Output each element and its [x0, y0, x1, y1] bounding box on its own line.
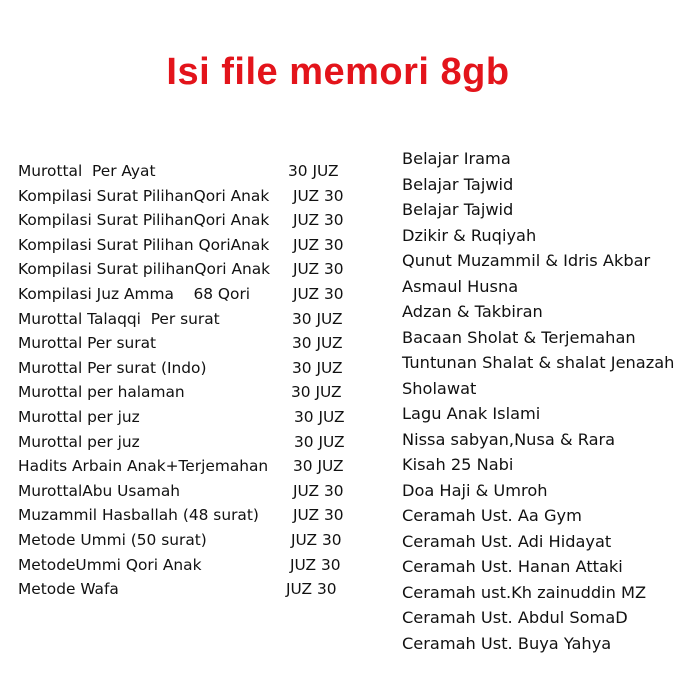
list-item [18, 405, 378, 430]
list-item: Belajar Tajwid [402, 200, 514, 219]
list-item [18, 257, 378, 282]
item-title: Kompilasi Surat pilihanQori Anak [18, 260, 271, 279]
list-item [18, 282, 378, 307]
content-list [402, 146, 676, 656]
item-size: 30 JUZ [292, 358, 343, 377]
item-size: JUZ 30 [286, 580, 337, 599]
list-item [18, 430, 378, 455]
list-item: Dzikir & Ruqiyah [402, 225, 537, 245]
item-title: Hadits Arbain Anak+Terjemahan [18, 457, 269, 476]
item-size: JUZ 30 [293, 284, 344, 303]
list-item: Belajar Tajwid [402, 174, 514, 194]
list-item: Lagu Anak Islami [402, 404, 541, 423]
item-size: JUZ 30 [293, 186, 344, 205]
item-size: 30 JUZ [292, 334, 343, 353]
item-size: JUZ 30 [293, 235, 344, 254]
list-item [18, 331, 378, 356]
list-item: Qunut Muzammil & Idris Akbar [402, 251, 651, 270]
item-title: Muzammil Hasballah (48 surat) [18, 506, 259, 525]
item-size: JUZ 30 [293, 506, 344, 525]
item-size: JUZ 30 [291, 530, 342, 549]
item-title: MurottalAbu Usamah [18, 481, 181, 500]
list-item [18, 307, 378, 332]
list-item: Doa Haji & Umroh [402, 480, 548, 500]
item-size: JUZ 30 [293, 211, 344, 230]
item-size: 30 JUZ [288, 162, 339, 180]
list-item: Asmaul Husna [402, 276, 519, 296]
item-size: JUZ 30 [293, 260, 344, 279]
list-item [18, 184, 378, 209]
item-title: Kompilasi Surat PilihanQori Anak [18, 211, 270, 230]
item-title: Metode Wafa [18, 580, 119, 599]
item-size: 30 JUZ [292, 309, 343, 328]
item-title: MetodeUmmi Qori Anak [18, 555, 202, 574]
item-title: Murottal Per surat [18, 334, 157, 353]
list-item [18, 233, 378, 258]
list-item: Ceramah ust.Kh zainuddin MZ [402, 582, 647, 602]
item-size: 30 JUZ [293, 457, 344, 476]
list-item [18, 503, 378, 528]
item-title: Murottal Talaqqi Per surat [18, 309, 220, 328]
item-title: Murottal Per surat (Indo) [18, 358, 207, 377]
list-item [18, 553, 378, 578]
list-item [18, 479, 378, 504]
list-item [18, 454, 378, 479]
item-title: Murottal Per Ayat [18, 162, 156, 180]
list-item [18, 208, 378, 233]
list-item: Kisah 25 Nabi [402, 455, 514, 474]
item-size: 30 JUZ [294, 407, 345, 426]
item-title: Kompilasi Surat Pilihan QoriAnak [18, 235, 270, 254]
list-item: Ceramah Ust. Hanan Attaki [402, 557, 623, 576]
list-item: Bacaan Sholat & Terjemahan [402, 327, 636, 347]
item-size: JUZ 30 [293, 481, 344, 500]
list-item: Ceramah Ust. Aa Gym [402, 506, 582, 525]
list-item: Tuntunan Shalat & shalat Jenazah [402, 353, 675, 372]
list-item [18, 528, 378, 553]
list-item: Ceramah Ust. Adi Hidayat [402, 531, 612, 551]
list-item: Ceramah Ust. Abdul SomaD [402, 608, 628, 627]
list-item [18, 577, 378, 602]
page-title: Isi file memori 8gb [166, 51, 510, 93]
item-title: Kompilasi Juz Amma 68 Qori [18, 284, 251, 303]
list-item: Nissa sabyan,Nusa & Rara [402, 429, 616, 449]
list-item [18, 380, 378, 405]
list-item: Adzan & Takbiran [402, 302, 543, 321]
item-size: 30 JUZ [291, 383, 342, 402]
murottal-list [18, 159, 378, 602]
item-size: JUZ 30 [290, 555, 341, 574]
list-item [18, 356, 378, 381]
item-size: 30 JUZ [294, 432, 345, 451]
item-title: Kompilasi Surat PilihanQori Anak [18, 186, 270, 205]
item-title: Murottal per juz [18, 407, 140, 426]
item-title: Metode Ummi (50 surat) [18, 530, 207, 549]
list-item: Ceramah Ust. Buya Yahya [402, 633, 612, 653]
list-item: Belajar Irama [402, 149, 511, 168]
list-item: Sholawat [402, 378, 477, 398]
list-item [18, 159, 378, 184]
item-title: Murottal per halaman [18, 383, 185, 402]
item-title: Murottal per juz [18, 432, 140, 451]
